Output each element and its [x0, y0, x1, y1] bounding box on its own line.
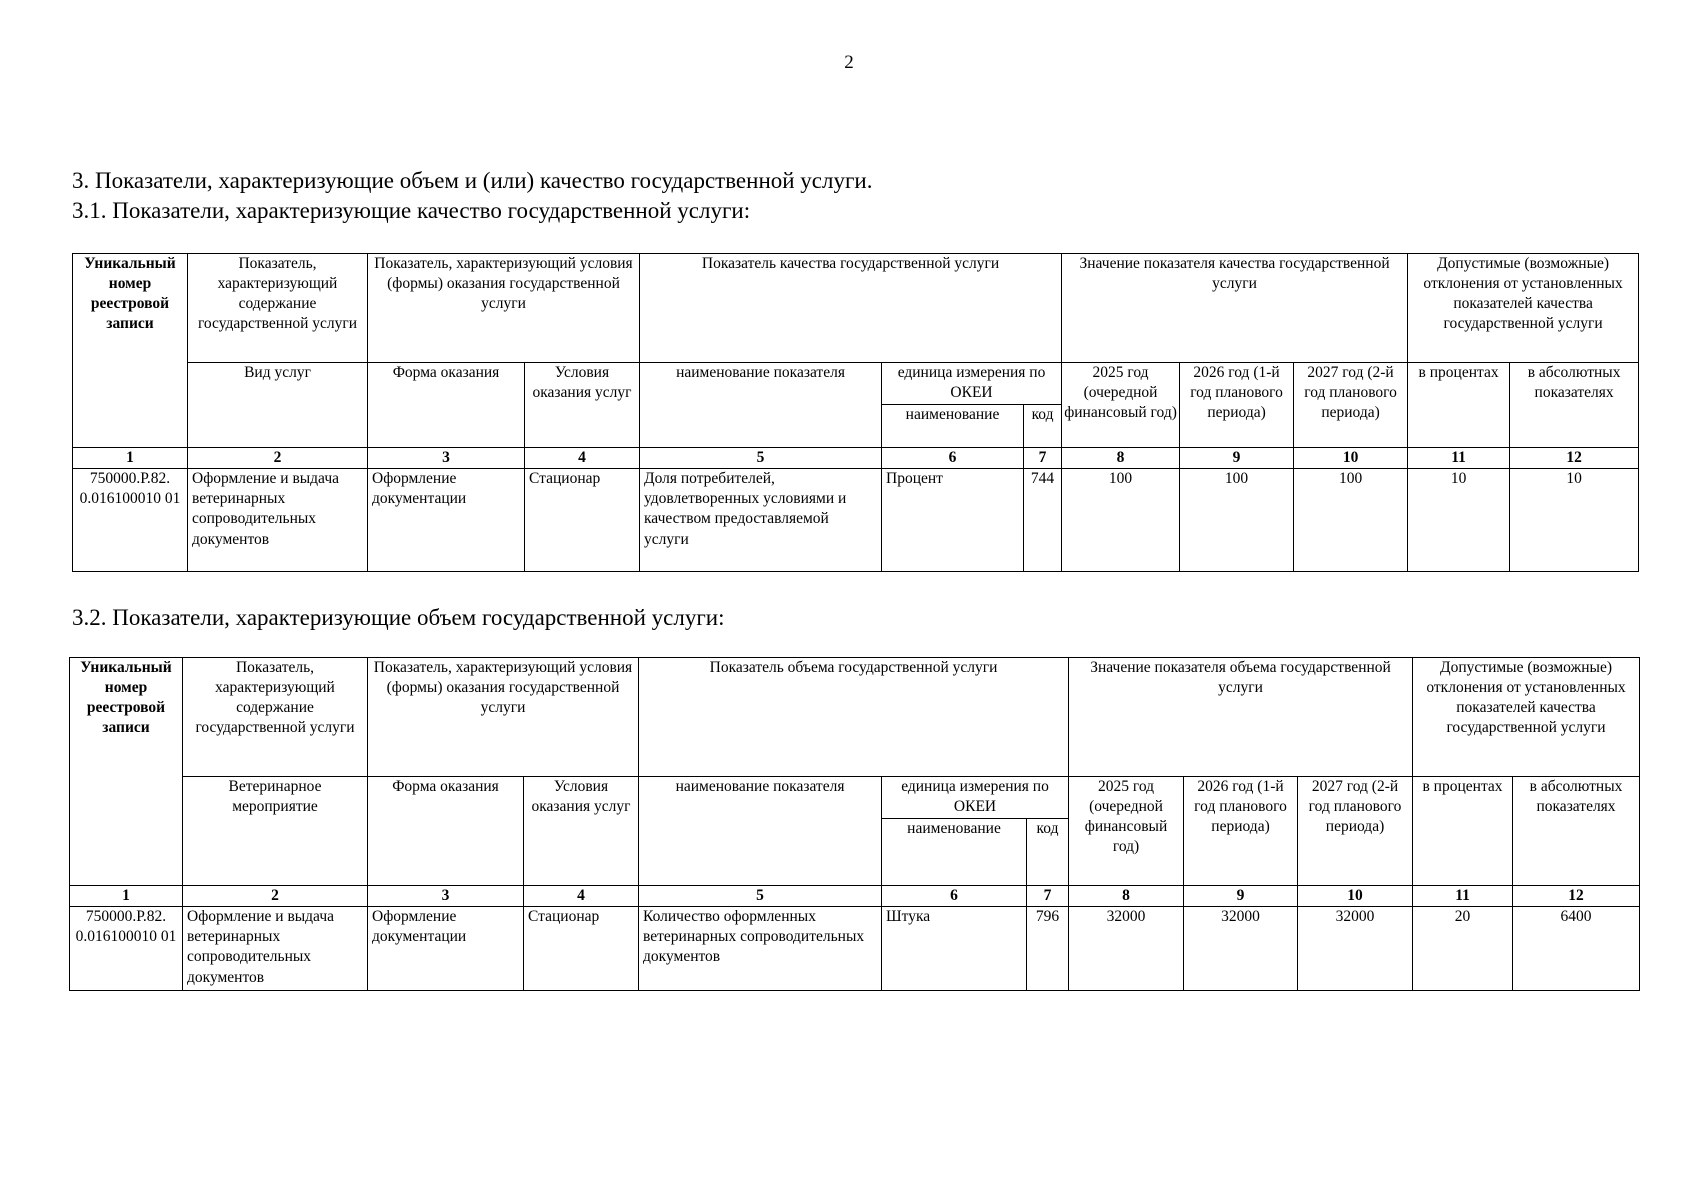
header-indicator-value: Значение показателя качества государственной услуги	[1062, 254, 1408, 363]
column-number: 3	[368, 448, 525, 469]
subheader-unit: единица измерения по ОКЕИ	[882, 363, 1062, 405]
quality-indicators-table	[72, 253, 1639, 572]
cell-unit-name: Штука	[882, 907, 1027, 991]
column-number: 2	[188, 448, 368, 469]
header-allowed-deviation: Допустимые (возможные) отклонения от установленных показателей качества государственной услуги	[1408, 254, 1639, 363]
cell-value-2025: 32000	[1069, 907, 1184, 991]
cell-value-2025: 100	[1062, 469, 1180, 572]
subheader-indicator-name: наименование показателя	[639, 777, 882, 886]
header-service-conditions: Показатель, характеризующий условия (формы) оказания государственной услуги	[368, 658, 639, 777]
table-row	[73, 469, 1639, 572]
column-number: 12	[1510, 448, 1639, 469]
column-number: 12	[1513, 886, 1640, 907]
subheader-year-2027: 2027 год (2-й год планового периода)	[1294, 363, 1408, 448]
column-number: 8	[1069, 886, 1184, 907]
header-indicator-value: Значение показателя объема государственной услуги	[1069, 658, 1413, 777]
header-registry-number: Уникальный номер реестровой записи	[70, 658, 183, 886]
subheader-year-2026: 2026 год (1-й год планового периода)	[1180, 363, 1294, 448]
column-number: 3	[368, 886, 524, 907]
cell-service-type: Оформление и выдача ветеринарных сопроводительных документов	[188, 469, 368, 572]
cell-unit-code: 796	[1027, 907, 1069, 991]
subheader-year-2027: 2027 год (2-й год планового периода)	[1298, 777, 1413, 886]
cell-unit-name: Процент	[882, 469, 1024, 572]
cell-service-type: Оформление и выдача ветеринарных сопроводительных документов	[183, 907, 368, 991]
subheader-service-conditions: Условия оказания услуг	[525, 363, 640, 448]
header-service-content: Показатель, характеризующий содержание государственной услуги	[188, 254, 368, 363]
subheader-absolute: в абсолютных показателях	[1513, 777, 1640, 886]
column-number: 1	[70, 886, 183, 907]
cell-conditions: Стационар	[524, 907, 639, 991]
column-number: 6	[882, 448, 1024, 469]
cell-registry-number: 750000.Р.82. 0.016100010 01	[70, 907, 183, 991]
subheader-service-type: Вид услуг	[188, 363, 368, 448]
table-row	[70, 907, 1640, 991]
cell-deviation-percent: 20	[1413, 907, 1513, 991]
header-service-content: Показатель, характеризующий содержание государственной услуги	[183, 658, 368, 777]
column-number: 5	[640, 448, 882, 469]
cell-conditions: Стационар	[525, 469, 640, 572]
subheader-form: Форма оказания	[368, 363, 525, 448]
subheader-unit-name: наименование	[882, 819, 1027, 886]
cell-value-2027: 100	[1294, 469, 1408, 572]
cell-indicator-name: Количество оформленных ветеринарных сопроводительных документов	[639, 907, 882, 991]
header-volume-indicator: Показатель объема государственной услуги	[639, 658, 1069, 777]
column-number: 11	[1408, 448, 1510, 469]
header-registry-number: Уникальный номер реестровой записи	[73, 254, 188, 448]
subheader-year-2026: 2026 год (1-й год планового периода)	[1184, 777, 1298, 886]
subheader-unit-code: код	[1027, 819, 1069, 886]
cell-unit-code: 744	[1024, 469, 1062, 572]
column-number: 4	[525, 448, 640, 469]
column-number: 9	[1180, 448, 1294, 469]
section-heading-main: 3. Показатели, характеризующие объем и (или) качество государственной услуги.	[72, 168, 873, 193]
column-number: 1	[73, 448, 188, 469]
column-number: 11	[1413, 886, 1513, 907]
column-number: 4	[524, 886, 639, 907]
column-number: 10	[1298, 886, 1413, 907]
subheader-service-type: Ветеринарное мероприятие	[183, 777, 368, 886]
cell-form: Оформление документации	[368, 907, 524, 991]
cell-form: Оформление документации	[368, 469, 525, 572]
subheader-year-2025: 2025 год (очередной финансовый год)	[1062, 363, 1180, 448]
subheader-unit: единица измерения по ОКЕИ	[882, 777, 1069, 819]
subheader-indicator-name: наименование показателя	[640, 363, 882, 448]
section-heading-quality: 3.1. Показатели, характеризующие качество государственной услуги:	[72, 198, 751, 223]
subheader-service-conditions: Условия оказания услуг	[524, 777, 639, 886]
cell-registry-number: 750000.Р.82. 0.016100010 01	[73, 469, 188, 572]
subheader-year-2025: 2025 год (очередной финансовый год)	[1069, 777, 1184, 886]
subheader-percent: в процентах	[1408, 363, 1510, 448]
cell-deviation-absolute: 10	[1510, 469, 1639, 572]
column-number: 7	[1027, 886, 1069, 907]
column-number: 8	[1062, 448, 1180, 469]
column-number: 9	[1184, 886, 1298, 907]
subheader-unit-code: код	[1024, 405, 1062, 448]
column-number: 2	[183, 886, 368, 907]
header-service-conditions: Показатель, характеризующий условия (формы) оказания государственной услуги	[368, 254, 640, 363]
page-number: 2	[844, 52, 854, 73]
cell-deviation-absolute: 6400	[1513, 907, 1640, 991]
header-quality-indicator: Показатель качества государственной услуги	[640, 254, 1062, 363]
cell-deviation-percent: 10	[1408, 469, 1510, 572]
section-heading-volume: 3.2. Показатели, характеризующие объем государственной услуги:	[72, 605, 725, 630]
column-number: 5	[639, 886, 882, 907]
cell-indicator-name: Доля потребителей, удовлетворенных условиями и качеством предоставляемой услуги	[640, 469, 882, 572]
header-allowed-deviation: Допустимые (возможные) отклонения от установленных показателей качества государственной услуги	[1413, 658, 1640, 777]
cell-value-2026: 100	[1180, 469, 1294, 572]
subheader-unit-name: наименование	[882, 405, 1024, 448]
cell-value-2026: 32000	[1184, 907, 1298, 991]
subheader-form: Форма оказания	[368, 777, 524, 886]
volume-indicators-table	[69, 657, 1640, 991]
column-number: 10	[1294, 448, 1408, 469]
cell-value-2027: 32000	[1298, 907, 1413, 991]
subheader-absolute: в абсолютных показателях	[1510, 363, 1639, 448]
column-number: 6	[882, 886, 1027, 907]
column-number: 7	[1024, 448, 1062, 469]
subheader-percent: в процентах	[1413, 777, 1513, 886]
